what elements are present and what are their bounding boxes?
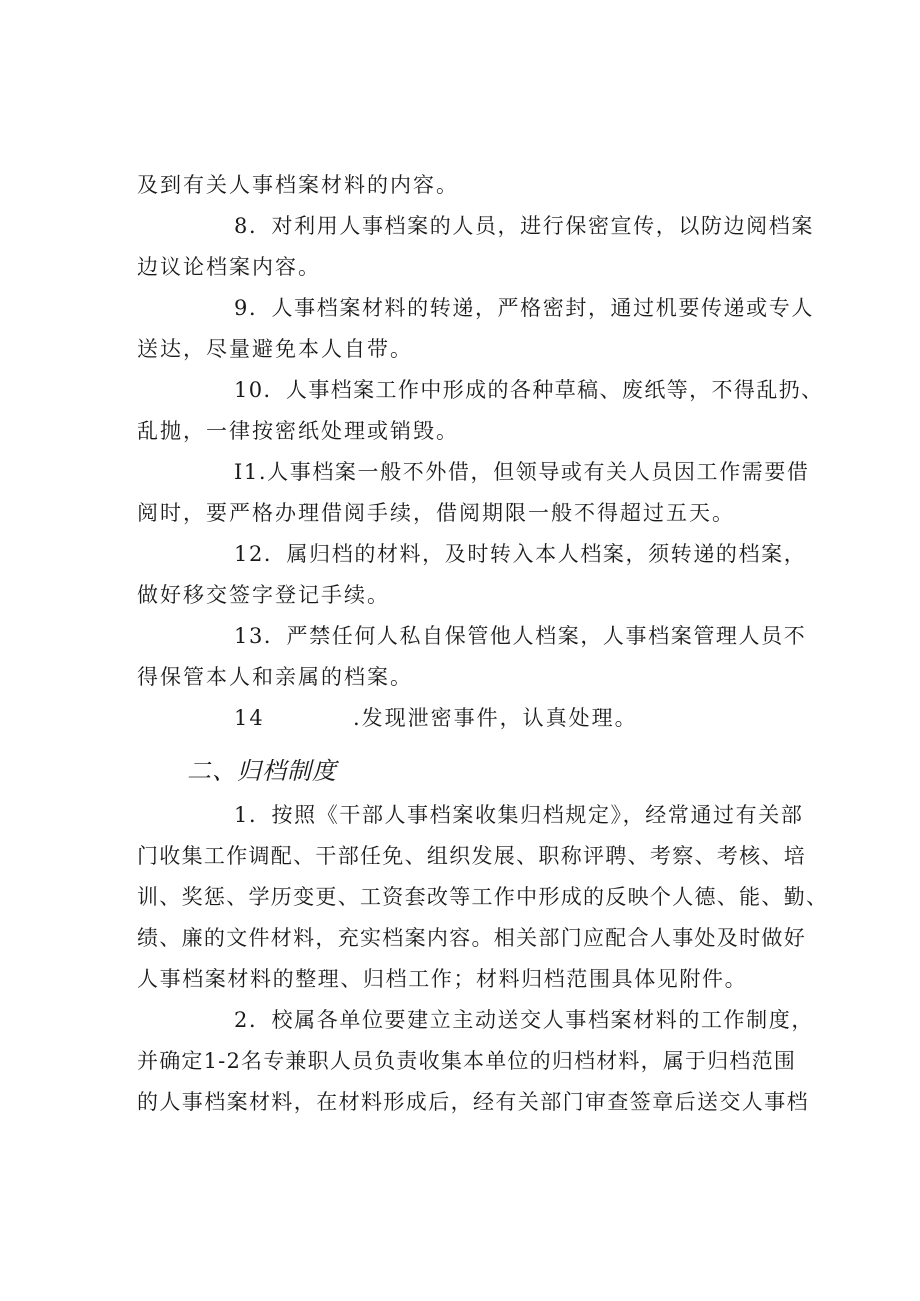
text-line: 绩、廉的文件材料，充实档案内容。相关部门应配合人事处及时做好 [137,926,806,950]
item-14-text: .发现泄密事件，认真处理。 [353,706,638,730]
text-line: 做好移交签字登记手续。 [137,583,390,607]
text-line: 边议论档案内容。 [137,255,321,279]
text-line: 8．对利用人事档案的人员，进行保密宣传，以防边阅档案 [234,214,814,238]
text-line: 阅时，要严格办理借阅手续，借阅期限一般不得超过五天。 [137,501,735,525]
text-line: 人事档案材料的整理、归档工作；材料归档范围具体见附件。 [137,967,748,991]
text-line: 乱抛，一律按密纸处理或销毁。 [137,419,459,443]
text-line: 得保管本人和亲属的档案。 [137,665,413,689]
text-line: I1.人事档案一般不外借，但领导或有关人员因工作需要借 [234,460,810,484]
text-line: 10．人事档案工作中形成的各种草稿、废纸等，不得乱扔、 [234,378,824,402]
text-line: 训、奖惩、学历变更、工资套改等工作中形成的反映个人德、能、勤、 [137,885,829,909]
text-line: 送达，尽量避免本人自带。 [137,337,413,361]
text-line: 13．严禁任何人私自保管他人档案，人事档案管理人员不 [234,624,807,648]
text-line: 2．校属各单位要建立主动送交人事档案材料的工作制度， [234,1008,814,1032]
text-line: 门收集工作调配、干部任免、组织发展、职称评聘、考察、考核、培 [137,844,806,868]
text-line: 9．人事档案材料的转递，严格密封，通过机要传递或专人 [234,296,814,320]
text-line: 及到有关人事档案材料的内容。 [137,173,459,197]
item-14-number: 14 [234,706,265,730]
text-line: 的人事档案材料，在材料形成后，经有关部门审查签章后送交人事档 [137,1090,809,1114]
text-line: 1．按照《干部人事档案收集归档规定》，经常通过有关部 [234,803,804,827]
text-line: 12．属归档的材料，及时转入本人档案，须转递的档案， [234,542,807,566]
text-line: 并确定1-2名专兼职人员负责收集本单位的归档材料，属于归档范围 [137,1049,797,1073]
section-heading: 二、归档制度 [187,757,337,785]
